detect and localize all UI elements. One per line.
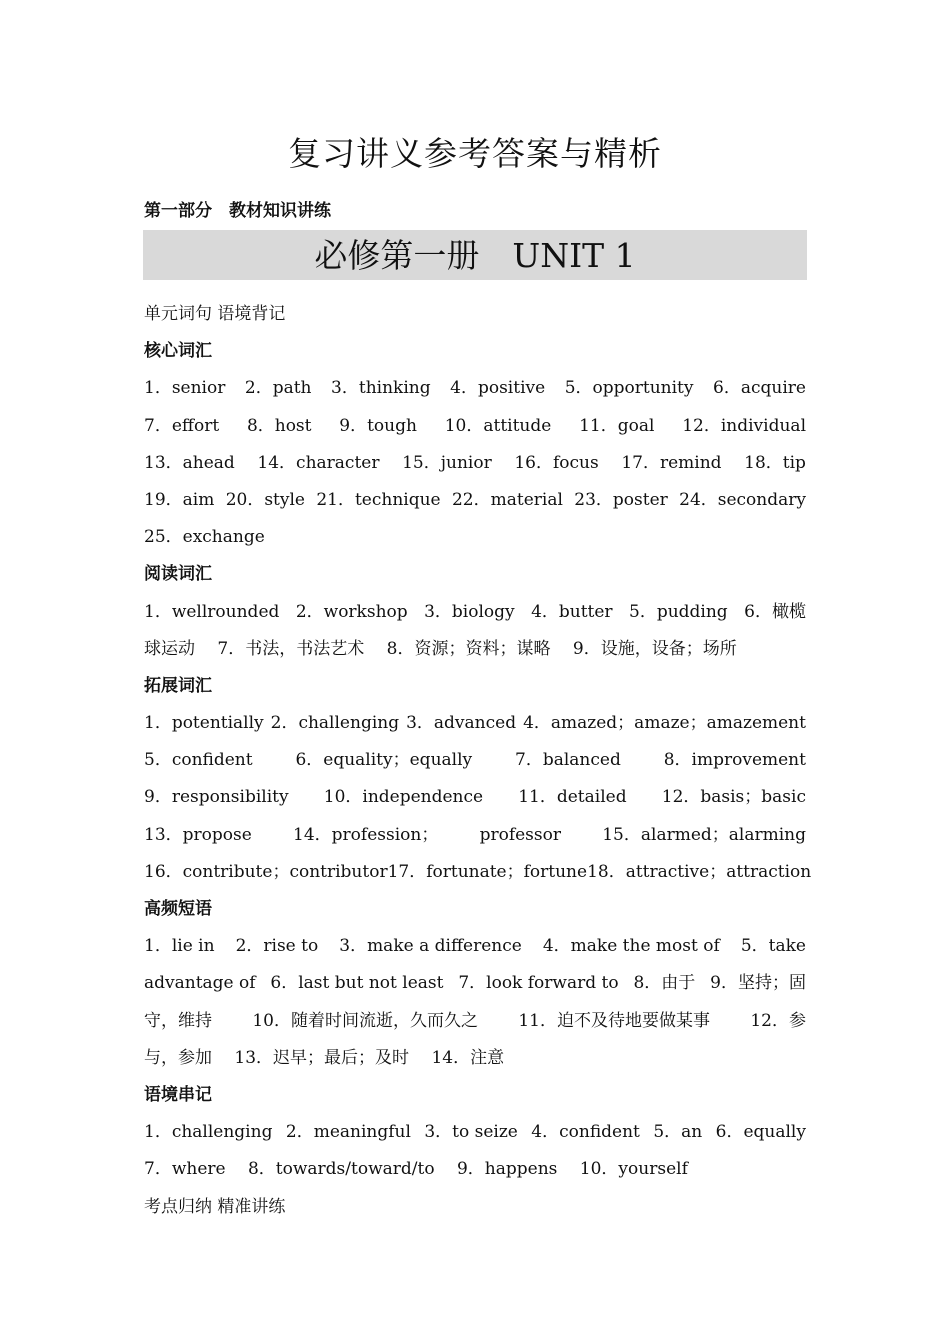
answer-item: 6．equality；equally [295,750,473,771]
answer-item: 5．opportunity [564,378,694,399]
answer-item: 4．positive [450,378,546,399]
answer-item: 17．remind [621,452,722,473]
unit-banner: 必修第一册 UNIT 1 [143,230,807,280]
section-heading-extended-vocab: 拓展词汇 [144,675,212,696]
answer-item: 4．confident [531,1122,640,1143]
answer-item: 20．style [225,489,305,510]
answer-line [144,631,806,668]
answer-item: 4．butter [531,601,613,622]
answer-line [144,445,806,482]
answer-item: 与，参加 [144,1047,212,1068]
answer-line [144,408,806,445]
answer-item: 3．advanced [406,713,517,734]
answer-item: 1．wellrounded [144,601,280,622]
section-label-unit-words: 单元词句 语境背记 [144,304,286,324]
answer-item: 18．attractive；attraction [587,861,812,882]
answer-item: 7．balanced [515,750,621,771]
answer-item: 5．confident [144,750,253,771]
section-heading-reading-vocab: 阅读词汇 [144,564,212,585]
answer-item: 5．pudding [629,601,728,622]
answer-item: 2．challenging [270,713,400,734]
answer-item: 8．host [246,415,312,436]
answer-item: 21．technique [316,489,441,510]
answer-line [144,1040,806,1077]
answer-item: 球运动 [144,638,195,659]
answer-item: 1．lie in [144,936,215,957]
answer-item: 14．character [257,452,380,473]
answer-item: 1．challenging [144,1122,273,1143]
answer-item: 12．individual [682,415,806,436]
section-heading-phrases: 高频短语 [144,899,212,919]
answer-item: 3．biology [424,601,515,622]
answer-item: 7．书法，书法艺术 [217,638,365,659]
answer-item: 6．acquire [713,378,806,399]
answer-item: 9．happens [456,1159,558,1180]
answer-item: 11．detailed [518,787,627,808]
answer-item: 4．make the most of [542,936,720,957]
answer-line [144,1151,806,1188]
answer-item: 10．attitude [444,415,552,436]
answer-item: 10．independence [323,787,484,808]
answer-item: 19．aim [144,489,215,510]
answer-line [144,705,806,742]
answer-item: 12．basis；basic [661,787,806,808]
answer-item: 8．资源；资料；谋略 [386,638,551,659]
part-heading: 第一部分 教材知识讲练 [144,201,331,221]
answer-line [144,817,806,854]
answer-item: 2．rise to [235,936,319,957]
answer-item: 9．tough [339,415,417,436]
page-title: 复习讲义参考答案与精析 [288,134,662,173]
section-heading-context-review: 语境串记 [144,1084,212,1105]
answer-item: 25．exchange [144,527,265,548]
answer-item: 24．secondary [679,489,806,510]
answer-item: 6．last but not least [270,973,444,994]
answer-item: 18．tip [744,452,806,473]
answer-item: 11．goal [579,415,655,436]
answer-item: 11．迫不及待地要做某事 [518,1010,710,1031]
answer-item: 3．thinking [331,378,431,399]
answer-item: 5．an [653,1122,703,1143]
answer-line [144,594,806,631]
answer-item: 4．amazed；amaze；amazement [523,713,806,734]
answer-item: 守，维持 [144,1010,212,1031]
answer-item: 22．material [451,489,563,510]
answer-item: 14．注意 [431,1047,505,1068]
answer-line [144,928,806,965]
answer-line [144,370,806,407]
answer-item: 9．responsibility [144,787,289,808]
answer-line [144,1114,806,1151]
answer-item: 15．alarmed；alarming [602,824,806,845]
answer-item: 1．potentially [144,713,264,734]
answer-line [144,1003,806,1040]
section-heading-core-vocab: 核心词汇 [144,341,212,362]
answer-item: 15．junior [402,452,492,473]
answer-item: 3．make a difference [339,936,522,957]
answer-item: 23．poster [574,489,668,510]
answer-content [144,296,812,1226]
answer-item: 2．meaningful [285,1122,411,1143]
answer-item: 2．workshop [295,601,408,622]
answer-item: 8．由于 [633,973,696,994]
answer-line [144,854,812,891]
answer-item: 17．fortunate；fortune [387,861,588,882]
answer-item: 7．look forward to [458,973,619,994]
answer-item: 7．where [144,1159,226,1180]
answer-item: 16．contribute；contributor [144,861,388,882]
answer-item: 14．profession； [293,824,439,845]
answer-item: advantage of [144,973,256,994]
answer-item: 2．path [244,378,312,399]
answer-item: 16．focus [514,452,599,473]
answer-item: 7．effort [144,415,220,436]
answer-item: 10．yourself [579,1159,688,1180]
answer-item: 8．improvement [663,750,806,771]
answer-line [144,482,806,519]
answer-line [144,965,806,1002]
answer-item: 9．坚持；固 [710,973,806,994]
answer-item: 8．towards/toward/to [247,1159,435,1180]
answer-item: 6．equally [715,1122,806,1143]
section-label-key-points: 考点归纳 精准讲练 [144,1196,286,1217]
answer-item: 1．senior [144,378,226,399]
answer-item: professor [479,824,561,845]
answer-item: 3．to seize [424,1122,518,1143]
answer-line [144,779,806,816]
answer-item: 12．参 [750,1010,806,1031]
answer-item: 9．设施，设备；场所 [572,638,737,659]
answer-item: 13．ahead [144,452,235,473]
answer-item: 6．橄榄 [744,601,806,622]
answer-item: 5．take [740,936,806,957]
answer-line [144,742,806,779]
answer-item: 10．随着时间流逝，久而久之 [252,1010,478,1031]
answer-line [144,519,806,556]
answer-item: 13．迟早；最后；及时 [234,1047,410,1068]
answer-item: 13．propose [144,824,252,845]
